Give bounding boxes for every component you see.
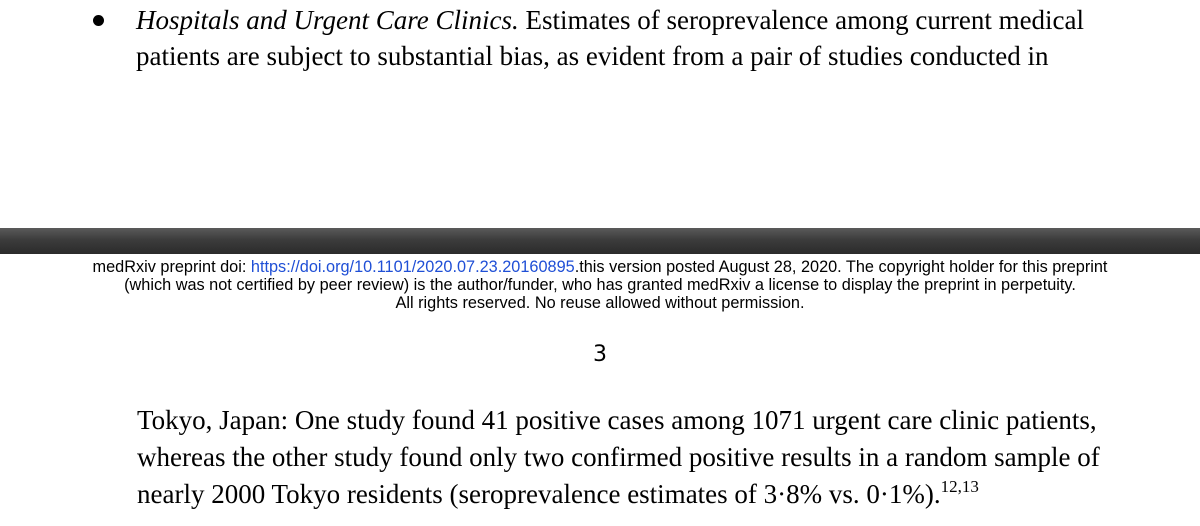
notice-line-3: All rights reserved. No reuse allowed without permission. [395, 294, 805, 312]
paragraph-line-2: whereas the other study found only two confirmed positive results in a random sample of [137, 442, 1100, 472]
paragraph-line-1: Tokyo, Japan: One study found 41 positive cases among 1071 urgent care clinic patients, [137, 405, 1097, 435]
preprint-notice [0, 258, 1200, 312]
citation-superscript[interactable]: 12,13 [940, 477, 979, 496]
notice-prefix: medRxiv preprint doi: [92, 258, 251, 276]
bullet-line-1-rest: Estimates of seroprevalence among current medical [518, 5, 1085, 35]
bullet-lead: Hospitals and Urgent Care Clinics. [136, 5, 519, 35]
notice-line-2: (which was not certified by peer review) is the author/funder, who has granted medRxiv a license to display the preprint in perpetuity. [124, 276, 1076, 294]
paragraph-line-3-text: nearly 2000 Tokyo residents (seroprevalence estimates of 3·8% vs. 0·1%). [137, 479, 941, 509]
page-bottom [0, 254, 1200, 526]
bullet-item [136, 2, 1136, 74]
page-number: 3 [593, 342, 607, 367]
doi-link[interactable]: https://doi.org/10.1101/2020.07.23.20160895 [250, 258, 575, 276]
body-paragraph [137, 402, 1177, 513]
notice-line-1 [0, 258, 1200, 276]
bullet-line-2: patients are subject to substantial bias, as evident from a pair of studies conducted in [136, 41, 1049, 71]
bullet-line-1 [136, 2, 1136, 38]
page-top [0, 0, 1200, 228]
paragraph-line-3 [137, 476, 1177, 513]
notice-suffix: .this version posted August 28, 2020. The copyright holder for this preprint [574, 258, 1108, 276]
bullet-marker [93, 15, 104, 26]
page-separator [0, 228, 1200, 254]
